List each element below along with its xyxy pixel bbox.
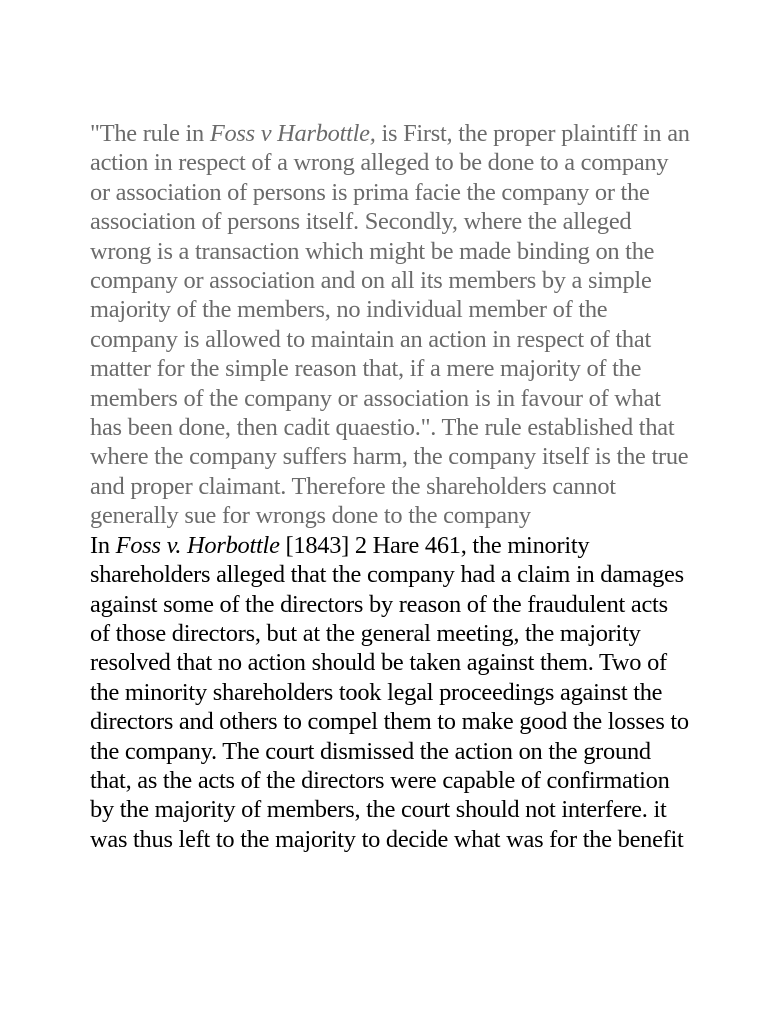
case-text-before-case: In	[90, 531, 116, 559]
quote-text-after-case: is First, the proper plaintiff in an action in respect of a wrong alleged to be done to a company or association of persons is prima facie the company or the association of persons itself. Secondly, where the alleged wrong is a transaction which might be made binding on the company or association and on all its members by a simple majority of the members, no individual member of the company is allowed to maintain an action in respect of that matter for the simple reason that, if a mere majority of the members of the company or association is in favour of what has been done, then cadit quaestio.". The rule established that where the company suffers harm, the company itself is the true and proper claimant. Therefore the shareholders cannot generally sue for wrongs done to the company	[90, 120, 690, 530]
case-paragraph	[90, 531, 690, 854]
case-case-name: Foss v. Horbottle	[115, 531, 280, 559]
case-text-after-case: [1843] 2 Hare 461, the minority shareholders alleged that the company had a claim in damages against some of the directors by reason of the fraudulent acts of those directors, but at the general meeting, the majority resolved that no action should be taken against them. Two of the minority shareholders took legal proceedings against the directors and others to compel them to make good the losses to the company. The court dismissed the action on the ground that, as the acts of the directors were capable of confirmation by the majority of members, the court should not interfere. it was thus left to the majority to decide what was for the benefit	[90, 531, 689, 853]
quote-case-name: Foss v Harbottle,	[209, 120, 376, 147]
quote-paragraph	[90, 119, 690, 531]
quote-text-before-case: "The rule in	[90, 120, 210, 147]
document-page	[90, 119, 690, 854]
